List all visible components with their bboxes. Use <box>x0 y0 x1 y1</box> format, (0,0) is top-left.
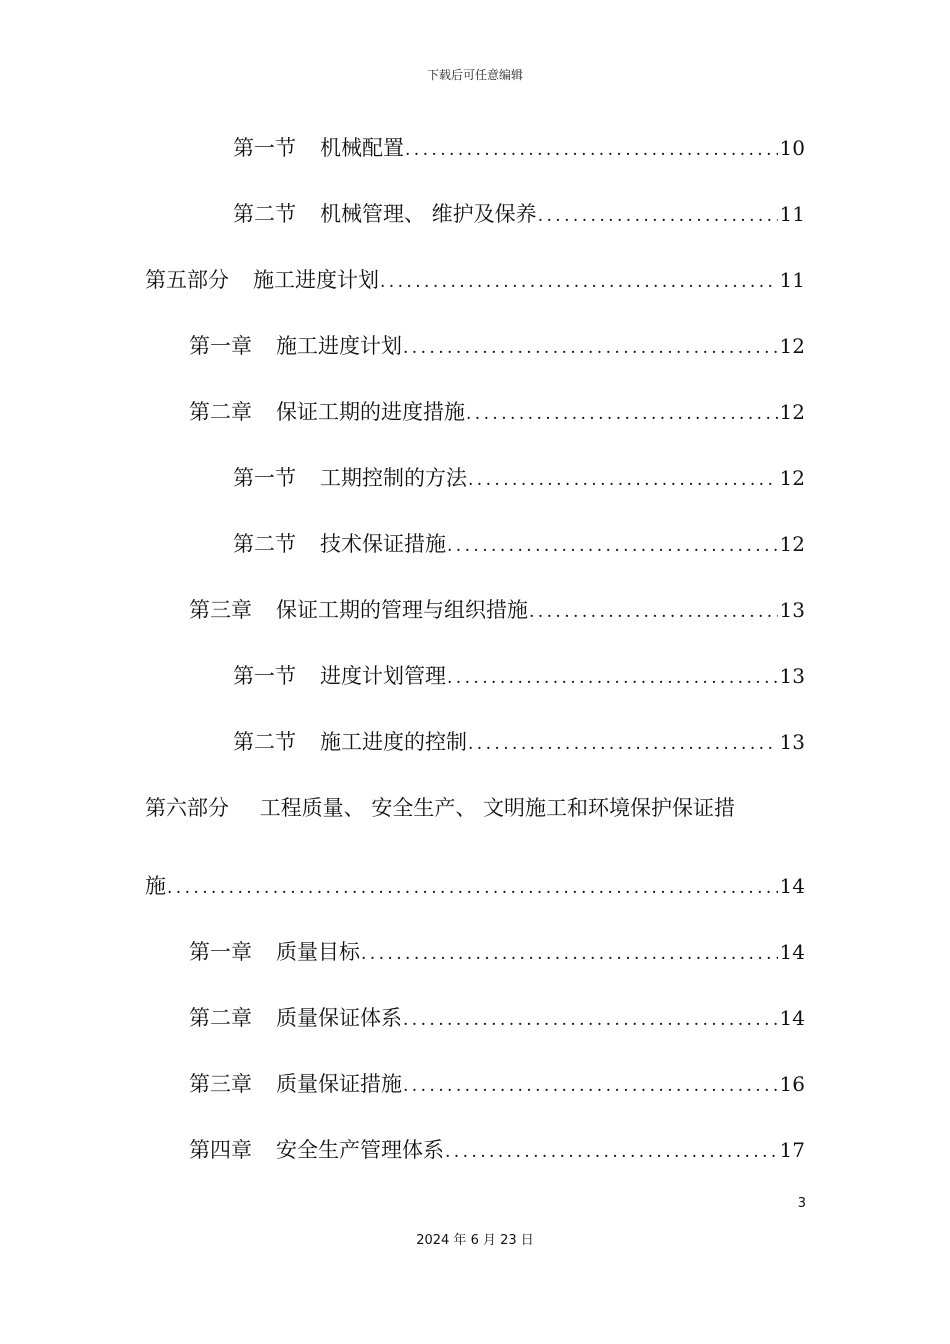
toc-entry[interactable] <box>145 266 805 296</box>
toc-entry-page: 16 <box>779 1072 805 1096</box>
toc-entry-continuation[interactable] <box>145 872 805 902</box>
toc-leader-dots <box>166 874 778 902</box>
toc-leader-dots <box>444 1138 778 1166</box>
toc-entry-title: 施工进度的控制 <box>320 730 467 754</box>
toc-leader-dots <box>402 334 778 362</box>
toc-entry-title: 保证工期的管理与组织措施 <box>276 598 528 622</box>
toc-leader-dots <box>446 532 778 560</box>
toc-entry[interactable] <box>189 398 805 428</box>
toc-entry-title: 质量保证体系 <box>276 1006 402 1030</box>
toc-entry[interactable] <box>233 200 805 230</box>
toc-entry-title: 施工进度计划 <box>253 268 379 292</box>
toc-entry-page: 14 <box>779 940 805 964</box>
header-note: 下载后可任意编辑 <box>426 68 523 82</box>
toc-entry[interactable] <box>189 1004 805 1034</box>
toc-entry-page: 12 <box>779 532 805 556</box>
toc-entry-label: 第一章 <box>189 940 252 964</box>
toc-leader-dots <box>379 268 778 296</box>
toc-entry[interactable] <box>189 332 805 362</box>
toc-leader-dots <box>467 730 778 758</box>
toc-entry[interactable] <box>233 662 805 692</box>
toc-leader-dots <box>402 1072 778 1100</box>
toc-entry-label: 第三章 <box>189 598 252 622</box>
toc-entry-title: 质量目标 <box>276 940 360 964</box>
toc-entry-page: 10 <box>779 136 805 160</box>
toc-entry-title: 安全生产管理体系 <box>276 1138 444 1162</box>
toc-entry-label: 第二节 <box>233 730 296 754</box>
toc-entry-page: 14 <box>779 1006 805 1030</box>
toc-entry-label: 第二章 <box>189 1006 252 1030</box>
toc-entry-label: 第二节 <box>233 532 296 556</box>
toc-entry-label: 第一节 <box>233 466 296 490</box>
toc-leader-dots <box>537 202 778 230</box>
toc-entry-title: 进度计划管理 <box>320 664 446 688</box>
toc-entry[interactable] <box>233 134 805 164</box>
toc-entry-page: 11 <box>779 268 805 292</box>
toc-entry-title: 技术保证措施 <box>320 532 446 556</box>
toc-entry-page: 17 <box>779 1138 805 1162</box>
toc-entry-label: 第二节 <box>233 202 296 226</box>
toc-entry-title: 保证工期的进度措施 <box>276 400 465 424</box>
toc-leader-dots <box>402 1006 778 1034</box>
toc-entry-page: 13 <box>779 598 805 622</box>
toc-leader-dots <box>467 466 778 494</box>
toc-entry-page: 12 <box>779 334 805 358</box>
toc-entry-label: 第三章 <box>189 1072 252 1096</box>
toc-entry-label: 第四章 <box>189 1138 252 1162</box>
toc-entry-page: 14 <box>779 874 805 898</box>
toc-entry[interactable] <box>189 1070 805 1100</box>
toc-leader-dots <box>528 598 778 626</box>
toc-entry-wrapped[interactable] <box>145 794 735 822</box>
toc-entry-page: 13 <box>779 730 805 754</box>
toc-entry-label: 第五部分 <box>145 268 229 292</box>
toc-entry-page: 13 <box>779 664 805 688</box>
toc-leader-dots <box>360 940 778 968</box>
toc-entry-page: 12 <box>779 466 805 490</box>
toc-entry[interactable] <box>233 464 805 494</box>
toc-entry-page: 11 <box>779 202 805 226</box>
toc-entry-label: 第一节 <box>233 136 296 160</box>
footer-date: 2024 年 6 月 23 日 <box>416 1233 534 1248</box>
toc-entry[interactable] <box>189 1136 805 1166</box>
toc-entry-label: 第六部分 <box>145 796 229 820</box>
page-number: 3 <box>797 1196 806 1211</box>
toc-leader-dots <box>465 400 778 428</box>
toc-entry-title: 机械配置 <box>320 136 404 160</box>
toc-entry-title: 质量保证措施 <box>276 1072 402 1096</box>
toc-leader-dots <box>446 664 778 692</box>
toc-leader-dots <box>404 136 778 164</box>
toc-entry[interactable] <box>233 530 805 560</box>
toc-entry-label: 第一章 <box>189 334 252 358</box>
toc-entry-title-continued: 施 <box>145 874 166 898</box>
toc-entry-title: 工程质量、 安全生产、 文明施工和环境保护保证措 <box>259 796 736 820</box>
toc-entry-page: 12 <box>779 400 805 424</box>
toc-entry[interactable] <box>189 596 805 626</box>
toc-entry[interactable] <box>189 938 805 968</box>
toc-entry-label: 第二章 <box>189 400 252 424</box>
toc-entry-title: 工期控制的方法 <box>320 466 467 490</box>
toc-entry-title: 施工进度计划 <box>276 334 402 358</box>
toc-entry-title: 机械管理、 维护及保养 <box>320 202 537 226</box>
toc-entry[interactable] <box>233 728 805 758</box>
toc-entry-label: 第一节 <box>233 664 296 688</box>
